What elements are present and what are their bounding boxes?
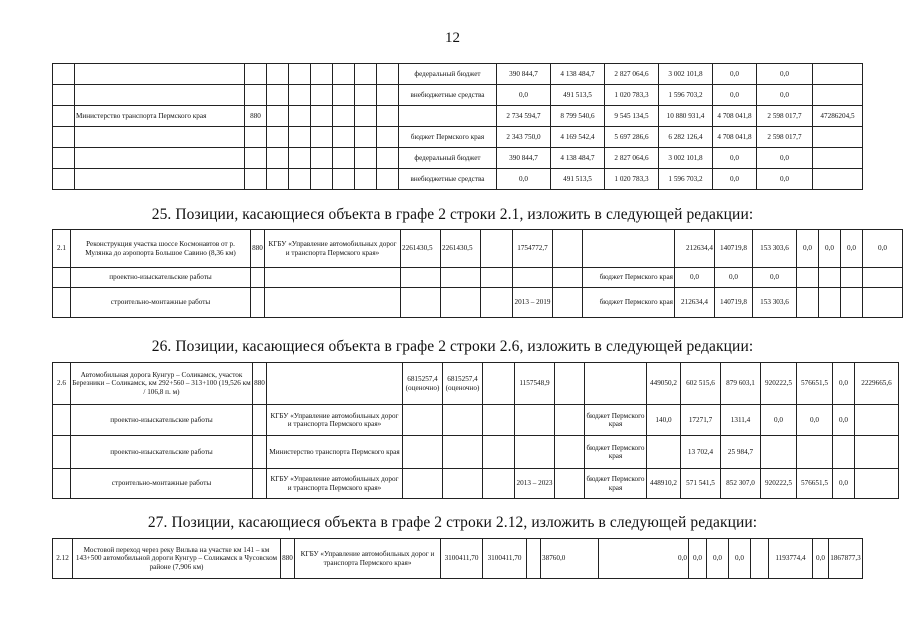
table-row	[53, 148, 863, 169]
table-cell: Реконструкция участка шоссе Космонавтов от р. Мулянка до аэропорта Большое Савино (8,36 км)	[71, 230, 251, 268]
table-cell	[267, 127, 289, 148]
table-cell: строительно-монтажные работы	[71, 469, 253, 499]
table-cell	[403, 469, 443, 499]
table-cell	[813, 148, 863, 169]
table-cell	[75, 169, 245, 190]
table-cell: 449050,2	[647, 363, 681, 405]
table-cell	[833, 436, 855, 469]
table-cell	[401, 268, 441, 288]
table-cell	[355, 64, 377, 85]
table-cell	[441, 268, 481, 288]
table-cell	[355, 127, 377, 148]
table-cell: бюджет Пермского края	[585, 469, 647, 499]
table-cell	[481, 288, 513, 318]
table-cell	[251, 288, 265, 318]
table-cell	[253, 405, 267, 436]
table-cell: бюджет Пермского края	[585, 436, 647, 469]
table-cell: бюджет Пермского края	[399, 127, 497, 148]
table-cell	[267, 169, 289, 190]
table-cell: 212634,4	[675, 230, 715, 268]
table-cell: 2.6	[53, 363, 71, 405]
table-cell	[401, 288, 441, 318]
table-row	[53, 106, 863, 127]
table-cell: 0,0	[757, 169, 813, 190]
table-cell: Автомобильная дорога Кунгур – Соликамск, участок Березники – Соликамск, км 292+560 – 313+100 (19,526 км / 106,8 п. м)	[71, 363, 253, 405]
table-cell: 0,0	[813, 539, 829, 579]
table-cell	[53, 169, 75, 190]
table-cell: 2 734 594,7	[497, 106, 551, 127]
table-cell	[253, 469, 267, 499]
table-cell: 2 598 017,7	[757, 127, 813, 148]
table-cell: 3 002 101,8	[659, 64, 713, 85]
table-cell	[311, 127, 333, 148]
table-cell	[245, 64, 267, 85]
table-cell	[289, 64, 311, 85]
table-cell	[75, 127, 245, 148]
table-cell: 1 596 703,2	[659, 85, 713, 106]
table-cell	[311, 148, 333, 169]
table-cell	[53, 64, 75, 85]
table-cell	[855, 405, 899, 436]
table-cell	[53, 85, 75, 106]
table-cell: 25 984,7	[721, 436, 761, 469]
table-cell: 4 138 484,7	[551, 64, 605, 85]
table-cell: 2261430,5	[441, 230, 481, 268]
table-cell: 880	[251, 230, 265, 268]
table-cell: 5 697 286,6	[605, 127, 659, 148]
table-cell	[265, 288, 401, 318]
table-cell	[483, 436, 515, 469]
table-cell: 2.1	[53, 230, 71, 268]
table-cell	[245, 127, 267, 148]
table-cell: проектно-изыскательские работы	[71, 268, 251, 288]
table-cell	[813, 169, 863, 190]
table-cell	[761, 436, 797, 469]
table-cell	[245, 148, 267, 169]
table-cell: 10 880 931,4	[659, 106, 713, 127]
table-cell	[53, 106, 75, 127]
table-cell	[441, 288, 481, 318]
table-cell: 0,0	[713, 169, 757, 190]
table-cell: 2013 – 2023	[515, 469, 555, 499]
table-cell	[813, 64, 863, 85]
table-cell: 0,0	[819, 230, 841, 268]
table-cell: 571 541,5	[681, 469, 721, 499]
table-row	[53, 85, 863, 106]
table-cell	[377, 148, 399, 169]
table-cell	[53, 405, 71, 436]
table-cell	[75, 64, 245, 85]
table-cell	[377, 85, 399, 106]
table-cell	[355, 148, 377, 169]
table-cell	[443, 405, 483, 436]
table-cell: 47286204,5	[813, 106, 863, 127]
table-cell: 0,0	[757, 148, 813, 169]
table-cell: 0,0	[757, 85, 813, 106]
table-cell	[267, 85, 289, 106]
table-cell: 0,0	[833, 363, 855, 405]
table-cell	[863, 268, 903, 288]
table-cell: 0,0	[497, 85, 551, 106]
table-cell: 2261430,5	[401, 230, 441, 268]
section-27-table	[52, 538, 863, 579]
table-cell	[585, 363, 647, 405]
table-cell	[53, 436, 71, 469]
table-row	[53, 64, 863, 85]
table-cell: федеральный бюджет	[399, 148, 497, 169]
table-cell: бюджет Пермского края	[583, 288, 675, 318]
table-cell: 491 513,5	[551, 85, 605, 106]
table-cell: 4 708 041,8	[713, 106, 757, 127]
table-cell: 2 598 017,7	[757, 106, 813, 127]
table-cell: 0,0	[841, 230, 863, 268]
table-cell: 2 827 064,6	[605, 64, 659, 85]
table-cell: бюджет Пермского края	[583, 268, 675, 288]
table-row	[53, 288, 903, 318]
table-cell	[797, 268, 819, 288]
table-cell	[527, 539, 541, 579]
table-cell	[797, 288, 819, 318]
table-cell: 448910,2	[647, 469, 681, 499]
table-cell: 0,0	[729, 539, 751, 579]
table-cell: 2229665,6	[855, 363, 899, 405]
table-cell	[333, 127, 355, 148]
table-cell	[75, 85, 245, 106]
table-cell: Министерство транспорта Пермского края	[267, 436, 403, 469]
table-cell: федеральный бюджет	[399, 64, 497, 85]
table-cell: 38760,0	[541, 539, 599, 579]
table-row	[53, 469, 899, 499]
table-cell: 6815257,4 (оценочно)	[443, 363, 483, 405]
table-cell: 140719,8	[715, 288, 753, 318]
table-cell	[813, 85, 863, 106]
table-cell	[555, 436, 585, 469]
table-cell: 390 844,7	[497, 64, 551, 85]
table-cell: 491 513,5	[551, 169, 605, 190]
table-cell	[841, 268, 863, 288]
table-cell	[75, 148, 245, 169]
table-cell	[333, 169, 355, 190]
table-cell: внебюджетные средства	[399, 169, 497, 190]
table-cell	[481, 268, 513, 288]
table-cell	[797, 436, 833, 469]
section-27-heading: 27. Позиции, касающиеся объекта в графе 2 строки 2.12, изложить в следующей редакции:	[147, 514, 758, 531]
table-cell	[265, 268, 401, 288]
table-cell: 2 343 750,0	[497, 127, 551, 148]
table-cell: 0,0	[797, 230, 819, 268]
table-cell	[751, 539, 769, 579]
table-cell	[53, 268, 71, 288]
table-cell: 0,0	[761, 405, 797, 436]
table-cell	[267, 148, 289, 169]
table-cell	[819, 268, 841, 288]
table-cell: 1867877,3	[829, 539, 863, 579]
table-cell: 2.12	[53, 539, 73, 579]
table-cell: 920222,5	[761, 363, 797, 405]
table-cell	[333, 64, 355, 85]
table-cell	[399, 106, 497, 127]
table-cell	[555, 405, 585, 436]
table-cell: 0,0	[833, 405, 855, 436]
table-row	[53, 436, 899, 469]
table-cell	[333, 148, 355, 169]
table-cell: 3100411,70	[441, 539, 483, 579]
table-cell	[813, 127, 863, 148]
table-cell: 3100411,70	[483, 539, 527, 579]
table-cell	[855, 469, 899, 499]
section-25-table	[52, 229, 903, 318]
table-cell: 2 827 064,6	[605, 148, 659, 169]
table-row	[53, 127, 863, 148]
table-cell: 3 002 101,8	[659, 148, 713, 169]
table-row	[53, 230, 903, 268]
table-row	[53, 268, 903, 288]
table-cell	[311, 85, 333, 106]
table-cell	[515, 436, 555, 469]
table-cell: 153 303,6	[753, 230, 797, 268]
table-cell: 602 515,6	[681, 363, 721, 405]
table-cell: 1754772,7	[513, 230, 553, 268]
table-cell	[377, 127, 399, 148]
table-cell	[53, 288, 71, 318]
table-cell	[555, 363, 585, 405]
table-cell	[553, 230, 583, 268]
table-cell: 140,0	[647, 405, 681, 436]
table-cell	[553, 288, 583, 318]
table-cell: 4 708 041,8	[713, 127, 757, 148]
table-cell: проектно-изыскательские работы	[71, 436, 253, 469]
table-cell	[53, 469, 71, 499]
table-cell	[553, 268, 583, 288]
table-cell: 1193774,4	[769, 539, 813, 579]
table-cell	[443, 469, 483, 499]
table-cell	[333, 85, 355, 106]
table-cell	[267, 64, 289, 85]
table-row	[53, 363, 899, 405]
table-cell: 880	[281, 539, 295, 579]
table-cell	[403, 405, 443, 436]
table-cell	[515, 405, 555, 436]
table-cell	[311, 64, 333, 85]
table-cell	[289, 127, 311, 148]
table-cell	[355, 169, 377, 190]
table-cell: 0,0	[689, 539, 707, 579]
table-cell	[267, 106, 289, 127]
table-cell: 0,0	[715, 268, 753, 288]
table-cell: 1 596 703,2	[659, 169, 713, 190]
table-cell: 9 545 134,5	[605, 106, 659, 127]
table-cell	[483, 405, 515, 436]
table-cell	[311, 106, 333, 127]
table-cell: 2013 – 2019	[513, 288, 553, 318]
table-cell: 0,0	[833, 469, 855, 499]
table-cell	[333, 106, 355, 127]
table-cell: Министерство транспорта Пермского края	[75, 106, 245, 127]
table-cell	[403, 436, 443, 469]
table-cell: 1 020 783,3	[605, 169, 659, 190]
table-cell	[289, 148, 311, 169]
table-cell: 880	[253, 363, 267, 405]
table-cell: 0,0	[713, 85, 757, 106]
table-cell	[253, 436, 267, 469]
table-cell	[53, 127, 75, 148]
table-cell: 576651,5	[797, 469, 833, 499]
table-cell: 390 844,7	[497, 148, 551, 169]
table-cell	[355, 85, 377, 106]
table-cell: 4 169 542,4	[551, 127, 605, 148]
table-cell: 0,0	[753, 268, 797, 288]
section-26-table	[52, 362, 899, 499]
table-cell	[583, 230, 675, 268]
table-cell: 0,0	[599, 539, 689, 579]
table-cell: бюджет Пермского края	[585, 405, 647, 436]
table-cell	[53, 148, 75, 169]
table-cell: 879 603,1	[721, 363, 761, 405]
table-cell	[513, 268, 553, 288]
table-cell	[443, 436, 483, 469]
table-cell	[377, 106, 399, 127]
table-cell: КГБУ «Управление автомобильных дорог и транспорта Пермского края»	[267, 405, 403, 436]
table-cell: 576651,5	[797, 363, 833, 405]
continuation-table	[52, 63, 863, 190]
table-cell: 0,0	[713, 148, 757, 169]
table-cell: строительно-монтажные работы	[71, 288, 251, 318]
table-cell: 0,0	[707, 539, 729, 579]
table-row	[53, 169, 863, 190]
table-cell	[483, 363, 515, 405]
table-cell: 153 303,6	[753, 288, 797, 318]
table-cell: 6 282 126,4	[659, 127, 713, 148]
table-cell: 852 307,0	[721, 469, 761, 499]
table-cell	[481, 230, 513, 268]
table-cell: 0,0	[497, 169, 551, 190]
table-cell: 8 799 540,6	[551, 106, 605, 127]
table-cell	[377, 169, 399, 190]
table-cell	[841, 288, 863, 318]
page-number: 12	[445, 30, 460, 46]
table-cell: 4 138 484,7	[551, 148, 605, 169]
table-cell: 13 702,4	[681, 436, 721, 469]
table-cell: КГБУ «Управление автомобильных дорог и транспорта Пермского края»	[295, 539, 441, 579]
table-cell: КГБУ «Управление автомобильных дорог и транспорта Пермского края»	[265, 230, 401, 268]
table-cell	[355, 106, 377, 127]
section-25-heading: 25. Позиции, касающиеся объекта в графе 2 строки 2.1, изложить в следующей редакции:	[151, 206, 754, 223]
section-26-heading: 26. Позиции, касающиеся объекта в графе 2 строки 2.6, изложить в следующей редакции:	[151, 338, 754, 355]
table-cell	[251, 268, 265, 288]
table-cell: 6815257,4 (оценочно)	[403, 363, 443, 405]
table-cell	[555, 469, 585, 499]
table-cell: 880	[245, 106, 267, 127]
table-cell: 920222,5	[761, 469, 797, 499]
table-cell: 1157548,9	[515, 363, 555, 405]
table-cell: 212634,4	[675, 288, 715, 318]
table-cell: 140719,8	[715, 230, 753, 268]
table-cell: Мостовой переход через реку Вильва на участке км 141 – км 143+500 автомобильной дороги Кунгур – Соликамск в Чусовском районе (7,906 км)	[73, 539, 281, 579]
table-cell	[267, 363, 403, 405]
table-cell	[289, 169, 311, 190]
table-cell	[483, 469, 515, 499]
table-cell: 1311,4	[721, 405, 761, 436]
table-cell: 0,0	[797, 405, 833, 436]
table-cell	[647, 436, 681, 469]
table-cell: внебюджетные средства	[399, 85, 497, 106]
table-cell	[289, 106, 311, 127]
table-cell	[863, 288, 903, 318]
table-cell: 1 020 783,3	[605, 85, 659, 106]
table-cell	[245, 169, 267, 190]
table-cell	[819, 288, 841, 318]
table-cell	[311, 169, 333, 190]
table-cell	[377, 64, 399, 85]
table-cell: 0,0	[757, 64, 813, 85]
table-cell	[245, 85, 267, 106]
table-cell: 0,0	[713, 64, 757, 85]
table-cell: 0,0	[675, 268, 715, 288]
table-cell	[289, 85, 311, 106]
table-cell	[855, 436, 899, 469]
table-cell: проектно-изыскательские работы	[71, 405, 253, 436]
table-cell: 17271,7	[681, 405, 721, 436]
table-cell: 0,0	[863, 230, 903, 268]
table-row	[53, 405, 899, 436]
table-cell: КГБУ «Управление автомобильных дорог и транспорта Пермского края»	[267, 469, 403, 499]
table-row	[53, 539, 863, 579]
